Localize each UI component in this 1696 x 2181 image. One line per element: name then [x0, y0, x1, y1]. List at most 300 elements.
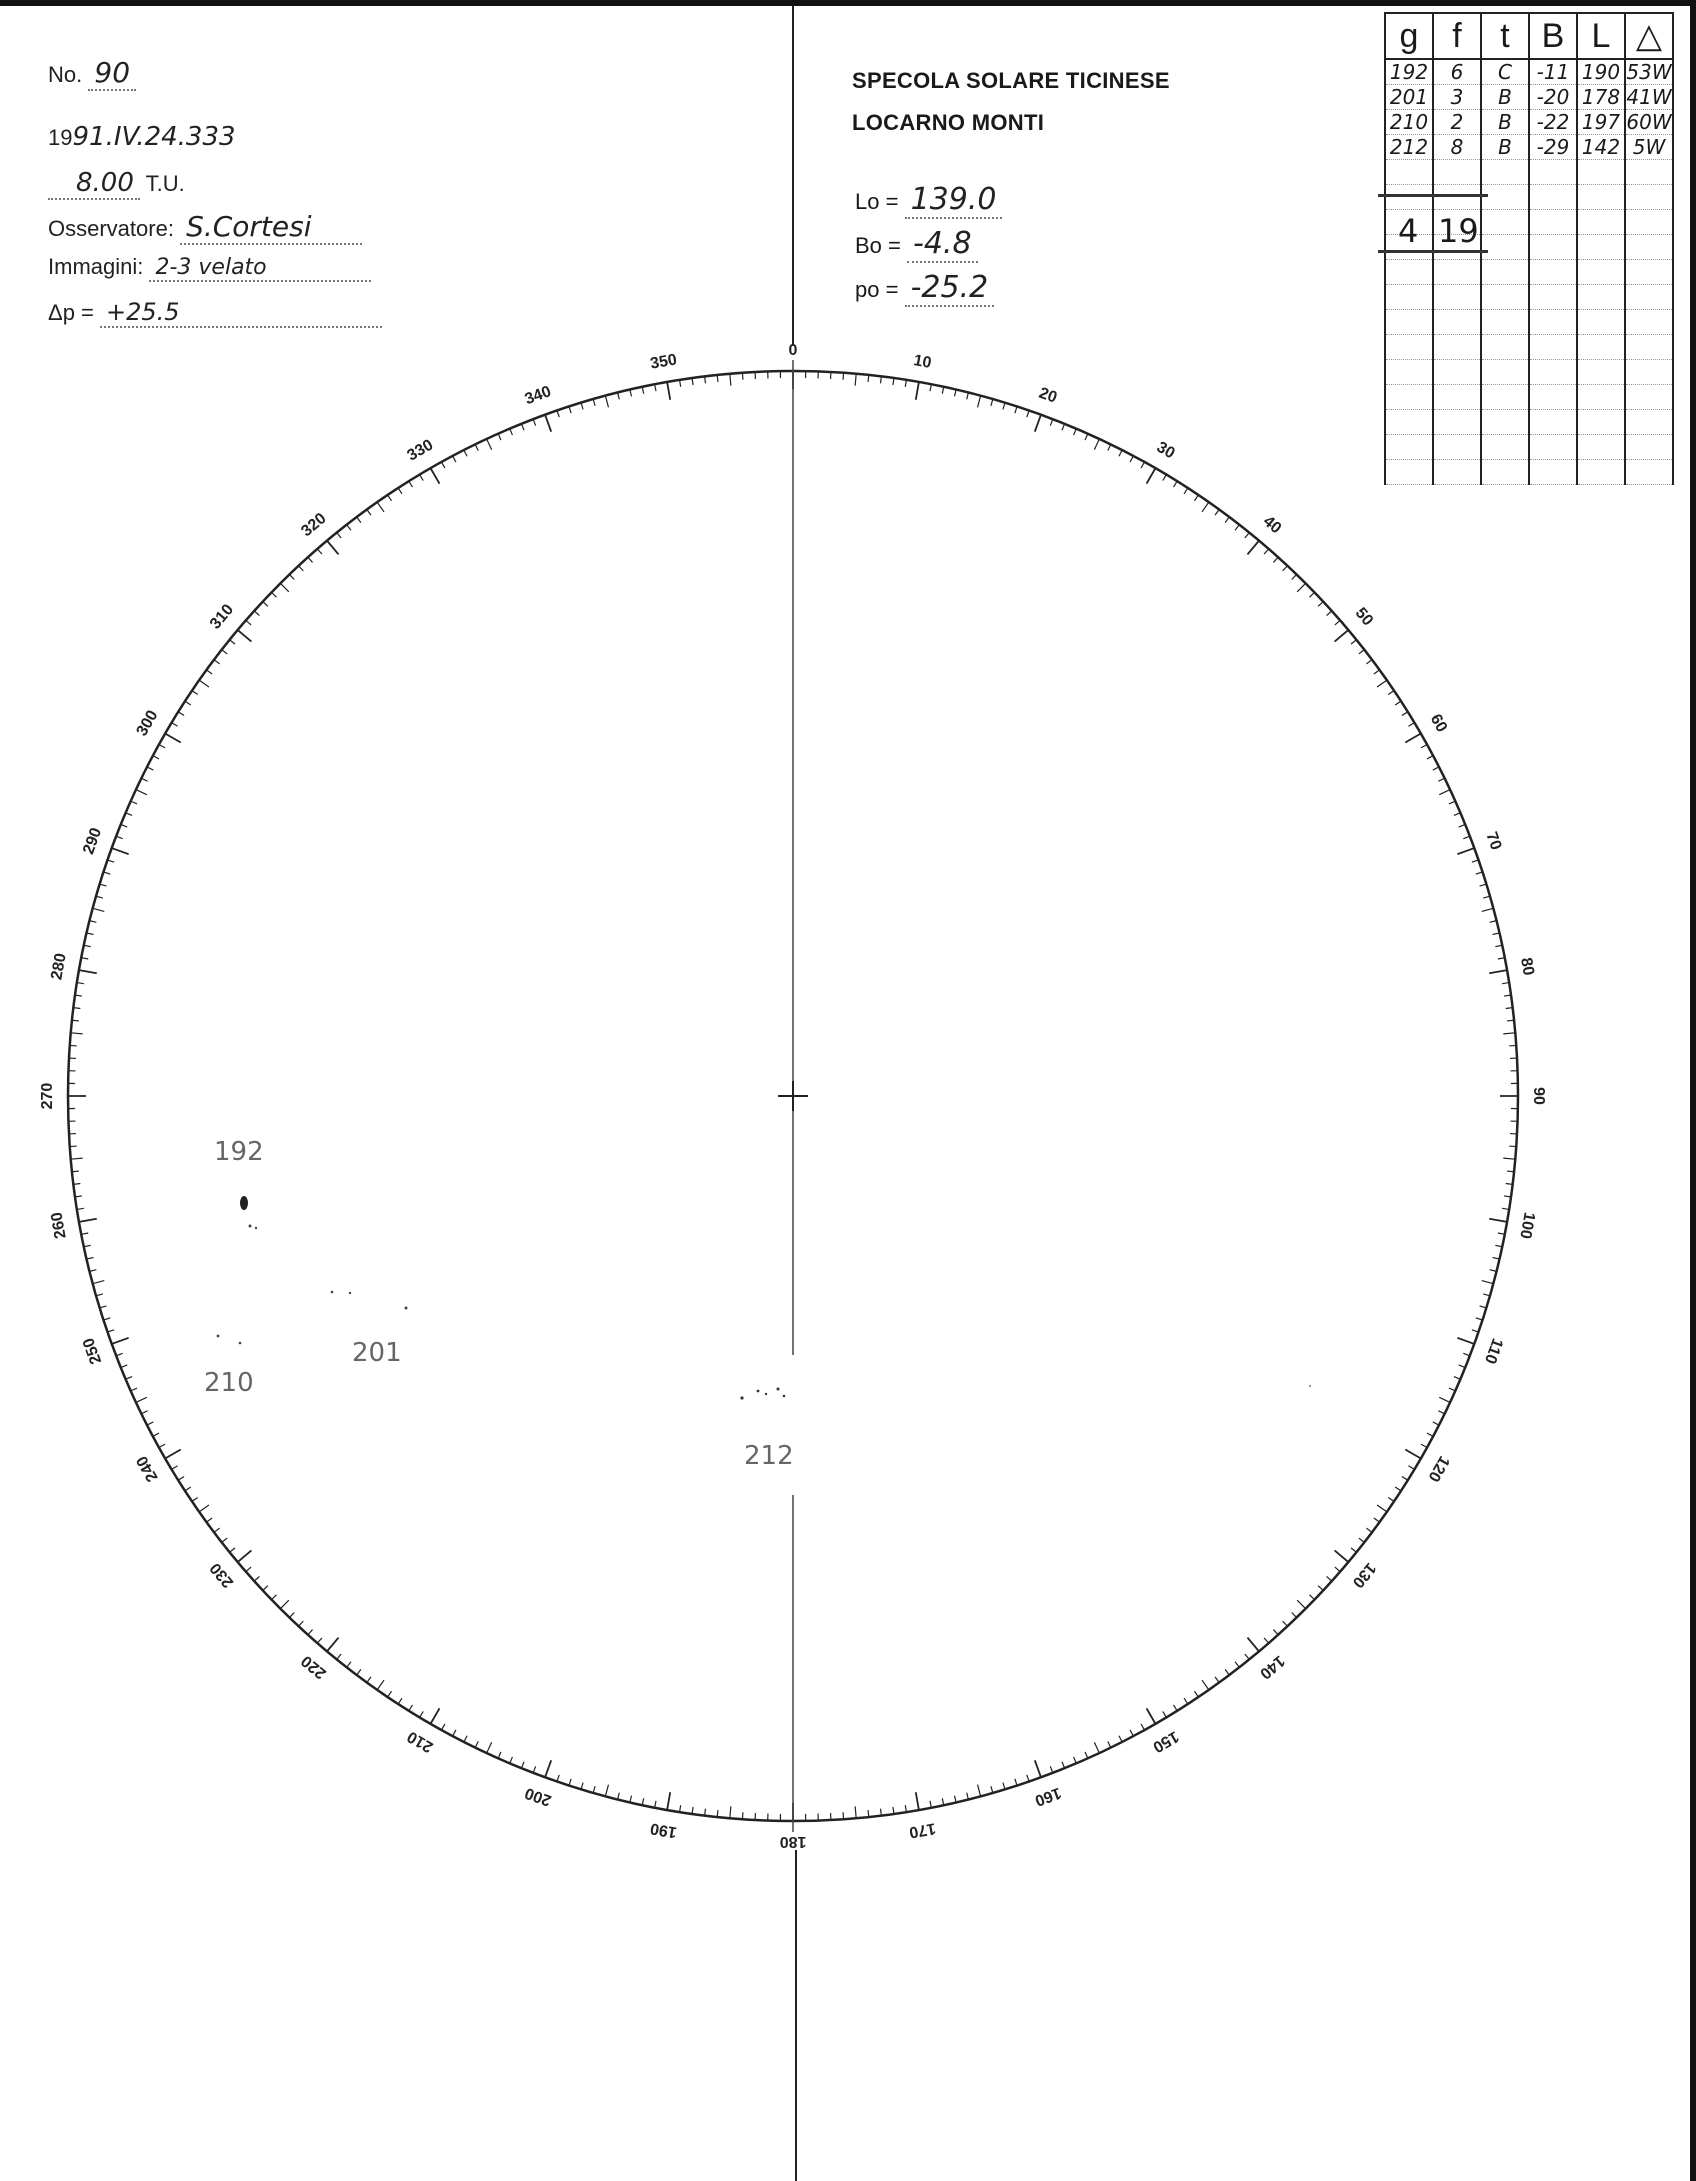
dial-label-280: 280	[48, 951, 70, 982]
dial-tick	[1438, 1411, 1444, 1414]
dial-tick	[1374, 670, 1380, 674]
dial-tick	[103, 872, 110, 874]
dial-tick	[87, 1258, 94, 1260]
p0-label: po =	[855, 277, 899, 302]
dial-tick	[1495, 945, 1502, 946]
dial-tick	[581, 1783, 583, 1790]
dial-tick	[409, 1705, 413, 1711]
dial-tick	[1247, 1638, 1259, 1652]
dial-label-50: 50	[1351, 604, 1377, 630]
cell-t: B	[1481, 110, 1529, 135]
dial-tick	[192, 691, 198, 695]
dial-tick	[881, 376, 882, 383]
dial-tick	[1283, 1621, 1288, 1626]
group-label-210: 210	[204, 1368, 254, 1398]
dial-tick	[1454, 813, 1460, 816]
cell-g: 210	[1385, 110, 1433, 135]
dial-tick	[79, 1219, 97, 1222]
dial-tick	[90, 921, 97, 923]
dial-label-10: 10	[912, 352, 933, 372]
record-number-value: 90	[88, 56, 136, 91]
dial-tick	[533, 1766, 536, 1773]
dial-tick	[398, 488, 402, 494]
dial-tick	[1085, 1752, 1088, 1758]
dial-tick	[545, 1760, 551, 1777]
sunspot-201-dot	[405, 1307, 408, 1310]
dial-tick	[1184, 1698, 1188, 1704]
col-header-f: f	[1433, 13, 1481, 59]
dial-tick	[1173, 481, 1177, 487]
dial-tick	[1463, 1353, 1470, 1356]
dial-tick	[1035, 415, 1041, 432]
group-label-201: 201	[352, 1338, 402, 1368]
dial-tick	[1141, 1724, 1144, 1730]
dial-label-180: 180	[779, 1832, 807, 1850]
cell-t: C	[1481, 59, 1529, 85]
cell-L: 197	[1577, 110, 1625, 135]
dial-tick	[1459, 824, 1465, 827]
dial-tick	[453, 1730, 456, 1736]
dial-tick	[855, 1806, 856, 1818]
dial-tick	[855, 374, 856, 386]
dial-label-220: 220	[298, 1651, 330, 1683]
dial-tick	[73, 1008, 80, 1009]
institution-line-2: LOCARNO MONTI	[852, 110, 1045, 135]
dial-tick	[1449, 1388, 1455, 1391]
cell-B: -29	[1529, 135, 1577, 160]
dial-tick	[1405, 734, 1421, 743]
dial-tick	[121, 824, 127, 827]
dial-tick	[337, 1654, 341, 1659]
dial-tick	[1377, 1505, 1387, 1512]
images-value: 2-3 velato	[149, 255, 371, 282]
dial-tick	[1074, 1757, 1077, 1763]
dial-tick	[1062, 424, 1065, 430]
dial-tick	[630, 390, 632, 397]
dial-tick	[431, 1708, 440, 1724]
dial-tick	[107, 1330, 114, 1332]
dial-tick	[1147, 468, 1156, 484]
record-number-label: No.	[48, 62, 83, 87]
dial-tick	[475, 444, 478, 450]
dial-tick	[121, 1365, 127, 1368]
dial-tick	[153, 1433, 159, 1436]
sunspot-212-dot	[783, 1395, 786, 1398]
dial-tick	[327, 1638, 339, 1652]
dial-tick	[103, 1318, 110, 1320]
dial-tick	[1283, 566, 1288, 571]
total-spots: 19	[1438, 212, 1479, 250]
dial-tick	[605, 396, 608, 408]
dial-tick	[116, 1353, 123, 1356]
dial-tick	[487, 1742, 492, 1753]
dial-label-70: 70	[1482, 829, 1505, 853]
group-label-192: 192	[214, 1137, 264, 1167]
delta-p-value: +25.5	[100, 298, 382, 328]
cell-delta: 60W	[1626, 110, 1672, 134]
dial-tick	[569, 406, 571, 413]
dial-tick	[1395, 1487, 1401, 1491]
dial-tick	[1495, 1245, 1502, 1246]
dial-tick	[367, 1677, 371, 1683]
dial-tick	[1235, 1662, 1239, 1668]
dial-tick	[1015, 1779, 1017, 1786]
sunspot-192-leader	[240, 1196, 248, 1210]
dial-tick	[271, 1595, 276, 1600]
dial-tick	[112, 848, 129, 854]
dial-tick	[1225, 1669, 1229, 1675]
dial-tick	[1085, 434, 1088, 440]
dial-tick	[1427, 756, 1433, 759]
dial-tick	[185, 701, 191, 705]
dial-tick	[1476, 872, 1483, 874]
dial-tick	[1309, 592, 1314, 597]
dial-tick	[230, 1548, 235, 1552]
faint-mark	[1309, 1385, 1311, 1387]
dial-tick	[1245, 533, 1249, 538]
dial-tick	[1507, 1020, 1514, 1021]
dial-tick	[90, 1270, 97, 1272]
dial-tick	[420, 475, 424, 481]
dial-tick	[1215, 509, 1219, 515]
dial-tick	[581, 403, 583, 410]
dial-tick	[1493, 933, 1500, 935]
dial-tick	[1003, 403, 1005, 410]
dial-tick	[569, 1779, 571, 1786]
cell-t: B	[1481, 135, 1529, 160]
dial-label-340: 340	[522, 383, 554, 409]
dial-tick	[1141, 462, 1144, 468]
dial-label-320: 320	[298, 509, 330, 541]
sunspot-212-dot	[740, 1396, 743, 1399]
dial-tick	[881, 1809, 882, 1816]
dial-label-100: 100	[1516, 1210, 1538, 1241]
dial-label-0: 0	[788, 342, 798, 360]
dial-tick	[1366, 1528, 1372, 1532]
dial-tick	[1108, 1741, 1111, 1747]
dial-tick	[1490, 1270, 1497, 1272]
dial-tick	[942, 1798, 943, 1805]
dial-tick	[667, 382, 670, 400]
dial-label-120: 120	[1424, 1452, 1453, 1485]
institution-line-1: SPECOLA SOLARE TICINESE	[852, 68, 1170, 93]
dial-tick	[442, 462, 445, 468]
dial-tick	[1472, 1330, 1479, 1332]
sunspot-212-dot	[757, 1390, 760, 1393]
dial-tick	[72, 1020, 79, 1021]
dial-label-290: 290	[80, 825, 106, 857]
dial-label-60: 60	[1426, 711, 1451, 736]
dial-tick	[1119, 450, 1122, 456]
dial-tick	[705, 1809, 706, 1816]
dial-tick	[1225, 517, 1229, 523]
sunspot-212-dot	[777, 1388, 780, 1391]
dial-tick	[1359, 650, 1365, 654]
dial-tick	[230, 640, 235, 644]
dial-tick	[357, 1669, 361, 1675]
delta-p-label: Δp =	[48, 300, 94, 325]
dial-tick	[1309, 1595, 1314, 1600]
dial-tick	[464, 450, 467, 456]
dial-tick	[206, 1518, 212, 1522]
dial-label-250: 250	[80, 1335, 106, 1367]
dial-tick	[730, 374, 731, 386]
dial-tick	[172, 1466, 178, 1470]
dial-tick	[1163, 1711, 1167, 1717]
col-header-g: g	[1385, 13, 1433, 59]
dial-tick	[185, 1487, 191, 1491]
dial-tick	[147, 767, 153, 770]
dial-tick	[100, 884, 107, 886]
dial-tick	[409, 481, 413, 487]
dial-tick	[1335, 1567, 1340, 1572]
dial-tick	[299, 566, 304, 571]
dial-tick	[1273, 557, 1278, 562]
col-header-B: B	[1529, 13, 1577, 59]
dial-tick	[1335, 620, 1340, 625]
cell-B: -11	[1529, 59, 1577, 85]
dial-tick	[510, 429, 513, 435]
sunspot-212-dot	[765, 1393, 767, 1395]
dial-tick	[136, 1397, 147, 1402]
dial-tick	[165, 734, 181, 743]
dial-tick	[967, 393, 969, 400]
dial-tick	[289, 574, 294, 579]
dial-tick	[165, 1450, 181, 1459]
dial-label-230: 230	[206, 1559, 238, 1591]
dial-tick	[705, 376, 706, 383]
dial-label-130: 130	[1348, 1559, 1380, 1591]
dial-label-110: 110	[1480, 1335, 1506, 1366]
dial-tick	[377, 1680, 384, 1690]
dial-tick	[1163, 475, 1167, 481]
dial-tick	[147, 1422, 153, 1425]
dial-tick	[263, 1586, 268, 1591]
time-unit: T.U.	[145, 171, 185, 196]
dial-tick	[1402, 1476, 1408, 1480]
dial-tick	[1003, 1783, 1005, 1790]
dial-label-190: 190	[648, 1819, 679, 1841]
cell-delta: 41W	[1626, 85, 1672, 109]
dial-tick	[453, 456, 456, 462]
dial-tick	[131, 801, 137, 804]
B0-value: -4.8	[907, 226, 978, 263]
dial-label-40: 40	[1259, 512, 1285, 538]
dial-tick	[717, 375, 718, 382]
dial-tick	[126, 813, 132, 816]
dial-tick	[1480, 884, 1487, 886]
cell-B: -20	[1529, 85, 1577, 110]
dial-tick	[214, 1528, 220, 1532]
dial-tick	[1292, 574, 1297, 579]
dial-tick	[100, 1306, 107, 1308]
dial-tick	[942, 387, 943, 394]
dial-tick	[1388, 1498, 1394, 1502]
dial-tick	[112, 1338, 129, 1344]
dial-tick	[347, 1662, 351, 1668]
dial-tick	[136, 790, 147, 795]
dial-tick	[1094, 1742, 1099, 1753]
dial-tick	[79, 970, 97, 973]
dial-tick	[1202, 502, 1209, 512]
dial-tick	[916, 1792, 919, 1810]
dial-tick	[1408, 1466, 1414, 1470]
dial-tick	[159, 745, 165, 748]
dial-tick	[1184, 488, 1188, 494]
dial-tick	[1433, 1422, 1439, 1425]
dial-tick	[1195, 1691, 1199, 1697]
dial-tick	[1503, 1158, 1515, 1159]
dial-tick	[717, 1810, 718, 1817]
L0-label: Lo =	[855, 189, 899, 214]
cell-delta: 53W	[1626, 60, 1672, 84]
dial-tick	[1433, 767, 1439, 770]
dial-tick	[1503, 1033, 1515, 1034]
dial-tick	[498, 1752, 501, 1758]
dial-tick	[1359, 1538, 1365, 1542]
dial-tick	[1457, 848, 1474, 854]
dial-tick	[107, 860, 114, 862]
dial-tick	[271, 592, 276, 597]
dial-tick	[1427, 1433, 1433, 1436]
dial-tick	[1297, 1600, 1305, 1608]
dial-tick	[153, 756, 159, 759]
dial-tick	[1050, 1766, 1053, 1773]
dial-tick	[1327, 611, 1332, 616]
dial-tick	[1449, 801, 1455, 804]
dial-tick	[1459, 1365, 1465, 1368]
B0-label: Bo =	[855, 233, 901, 258]
dial-tick	[431, 468, 440, 484]
col-header-t: t	[1481, 13, 1529, 59]
dial-label-240: 240	[133, 1452, 162, 1485]
sunspot-210-dot	[239, 1342, 242, 1345]
dial-tick	[246, 620, 251, 625]
dial-tick	[1377, 680, 1387, 687]
dial-tick	[557, 410, 559, 417]
dial-tick	[1147, 1708, 1156, 1724]
dial-tick	[642, 1798, 643, 1805]
dial-tick	[280, 1600, 288, 1608]
cell-f: 8	[1433, 135, 1481, 160]
dial-tick	[1457, 1338, 1474, 1344]
dial-tick	[1402, 712, 1408, 716]
cell-f: 6	[1433, 59, 1481, 85]
dial-tick	[206, 670, 212, 674]
dial-tick	[1480, 1306, 1487, 1308]
dial-tick	[1489, 1219, 1507, 1222]
dial-tick	[642, 387, 643, 394]
dial-tick	[1421, 1444, 1427, 1447]
dial-tick	[618, 1793, 620, 1800]
dial-label-30: 30	[1153, 438, 1178, 463]
dial-tick	[159, 1444, 165, 1447]
dial-tick	[1366, 660, 1372, 664]
sunspot-210-dot	[217, 1335, 220, 1338]
images-label: Immagini:	[48, 254, 144, 279]
dial-tick	[93, 1281, 105, 1284]
dial-tick	[141, 1411, 147, 1414]
date-prefix: 19	[48, 125, 73, 150]
dial-tick	[1482, 1281, 1494, 1284]
dial-tick	[498, 434, 501, 440]
dial-tick	[1327, 1576, 1332, 1581]
dial-tick	[475, 1741, 478, 1747]
dial-tick	[1395, 701, 1401, 705]
dial-label-80: 80	[1517, 956, 1537, 977]
sunspot-192-dot	[249, 1225, 252, 1228]
dial-tick	[1463, 836, 1470, 839]
dial-tick	[510, 1757, 513, 1763]
dial-tick	[73, 1184, 80, 1185]
dial-tick	[1094, 439, 1099, 450]
sunspot-201-dot	[331, 1291, 334, 1294]
dial-tick	[420, 1711, 424, 1717]
dial-tick	[84, 945, 91, 946]
dial-tick	[308, 557, 313, 562]
dial-tick	[1050, 419, 1053, 426]
cell-L: 178	[1577, 85, 1625, 110]
dial-label-210: 210	[404, 1727, 437, 1756]
dial-tick	[1215, 1677, 1219, 1683]
dial-tick	[1506, 1184, 1513, 1185]
dial-tick	[246, 1567, 251, 1572]
dial-tick	[1490, 921, 1497, 923]
cell-B: -22	[1529, 110, 1577, 135]
dial-tick	[1297, 583, 1305, 591]
dial-tick	[299, 1621, 304, 1626]
dial-tick	[868, 375, 869, 382]
dial-label-170: 170	[907, 1819, 938, 1841]
dial-tick	[1264, 1638, 1269, 1643]
dial-tick	[254, 611, 259, 616]
dial-label-140: 140	[1256, 1651, 1288, 1683]
dial-tick	[289, 1612, 294, 1617]
dial-tick	[1421, 745, 1427, 748]
dial-label-90: 90	[1529, 1087, 1547, 1105]
cell-L: 190	[1577, 59, 1625, 85]
dial-tick	[178, 1476, 184, 1480]
dial-tick	[605, 1785, 608, 1797]
dial-tick	[1027, 1775, 1029, 1782]
dial-tick	[1245, 1654, 1249, 1659]
dial-tick	[1335, 1550, 1349, 1562]
dial-tick	[1318, 602, 1323, 607]
dial-tick	[367, 509, 371, 515]
observer-label: Osservatore:	[48, 216, 174, 241]
dial-tick	[71, 1033, 83, 1034]
dial-tick	[1388, 691, 1394, 695]
dial-tick	[1035, 1760, 1041, 1777]
dial-tick	[1027, 410, 1029, 417]
dial-tick	[1493, 1258, 1500, 1260]
dial-tick	[84, 1245, 91, 1246]
dial-tick	[1119, 1736, 1122, 1742]
dial-tick	[93, 908, 105, 911]
dial-tick	[1454, 1377, 1460, 1380]
observer-value: S.Cortesi	[180, 210, 362, 245]
dial-tick	[337, 533, 341, 538]
dial-tick	[238, 630, 252, 642]
dial-tick	[1292, 1612, 1297, 1617]
dial-tick	[667, 1792, 670, 1810]
dial-tick	[1130, 456, 1133, 462]
dial-tick	[1062, 1762, 1065, 1768]
dial-tick	[116, 836, 123, 839]
dial-tick	[978, 1785, 981, 1797]
dial-tick	[1173, 1705, 1177, 1711]
dial-tick	[868, 1810, 869, 1817]
